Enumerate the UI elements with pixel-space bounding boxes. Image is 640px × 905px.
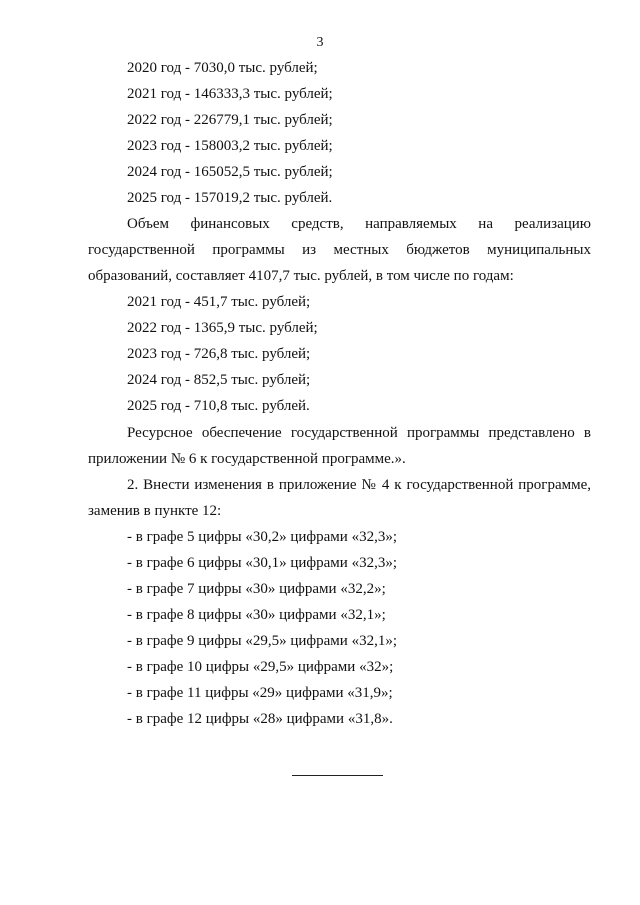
replacement-item-column-12: - в графе 12 цифры «28» цифрами «31,8». xyxy=(127,711,393,727)
local-budget-paragraph-line-3: образований, составляет 4107,7 тыс. рублей, в том числе по годам: xyxy=(88,268,514,284)
regional-budget-year-2022: 2022 год - 226779,1 тыс. рублей; xyxy=(127,112,333,128)
regional-budget-year-2024: 2024 год - 165052,5 тыс. рублей; xyxy=(127,164,333,180)
replacement-item-column-6: - в графе 6 цифры «30,1» цифрами «32,3»; xyxy=(127,555,397,571)
amendment-paragraph-line-2: заменив в пункте 12: xyxy=(88,503,222,519)
regional-budget-year-2023: 2023 год - 158003,2 тыс. рублей; xyxy=(127,138,333,154)
local-budget-year-2022: 2022 год - 1365,9 тыс. рублей; xyxy=(127,320,318,336)
regional-budget-year-2021: 2021 год - 146333,3 тыс. рублей; xyxy=(127,86,333,102)
end-divider xyxy=(292,775,383,776)
replacement-item-column-11: - в графе 11 цифры «29» цифрами «31,9»; xyxy=(127,685,393,701)
local-budget-year-2025: 2025 год - 710,8 тыс. рублей. xyxy=(127,398,310,414)
amendment-paragraph-line-1: 2. Внести изменения в приложение № 4 к государственной программе, xyxy=(127,477,591,493)
regional-budget-year-2025: 2025 год - 157019,2 тыс. рублей. xyxy=(127,190,333,206)
replacement-item-column-9: - в графе 9 цифры «29,5» цифрами «32,1»; xyxy=(127,633,397,649)
page-number: 3 xyxy=(316,35,324,50)
local-budget-year-2023: 2023 год - 726,8 тыс. рублей; xyxy=(127,346,311,362)
resource-paragraph-line-2: приложении № 6 к государственной программе.». xyxy=(88,451,406,467)
replacement-item-column-8: - в графе 8 цифры «30» цифрами «32,1»; xyxy=(127,607,386,623)
replacement-item-column-7: - в графе 7 цифры «30» цифрами «32,2»; xyxy=(127,581,386,597)
local-budget-year-2024: 2024 год - 852,5 тыс. рублей; xyxy=(127,372,311,388)
replacement-item-column-10: - в графе 10 цифры «29,5» цифрами «32»; xyxy=(127,659,394,675)
regional-budget-year-2020: 2020 год - 7030,0 тыс. рублей; xyxy=(127,60,318,76)
local-budget-year-2021: 2021 год - 451,7 тыс. рублей; xyxy=(127,294,311,310)
local-budget-paragraph-line-1: Объем финансовых средств, направляемых на реализацию xyxy=(127,216,591,232)
local-budget-paragraph-line-2: государственной программы из местных бюджетов муниципальных xyxy=(88,242,591,258)
resource-paragraph-line-1: Ресурсное обеспечение государственной программы представлено в xyxy=(127,425,591,441)
replacement-item-column-5: - в графе 5 цифры «30,2» цифрами «32,3»; xyxy=(127,529,397,545)
